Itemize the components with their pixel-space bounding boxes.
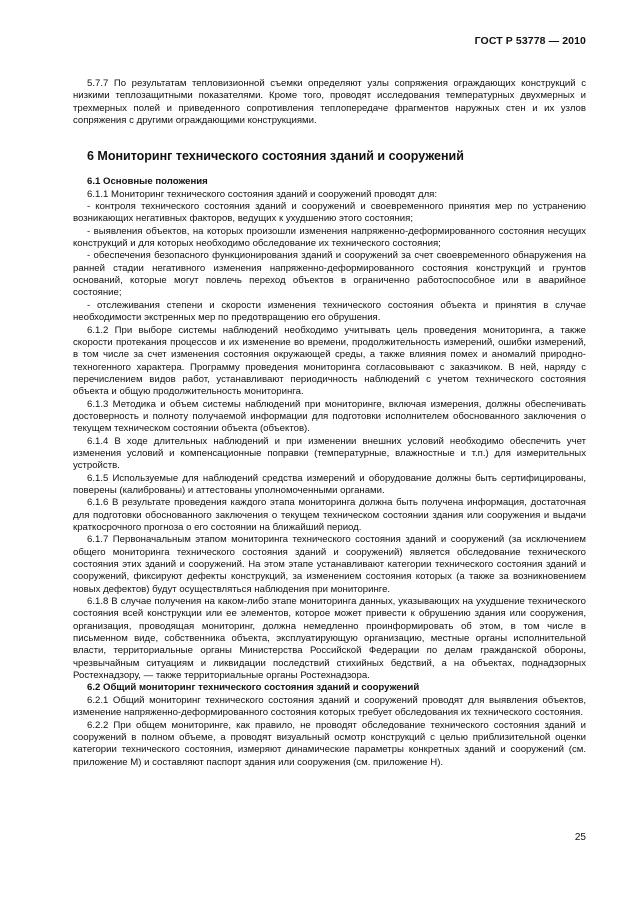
paragraph: 6.1.6 В результате проведения каждого этапа мониторинга должна быть получена информация, достаточная для подготовки обоснованного заключения о текущем техническом состоянии здания или сооружения и выдачи краткосрочного прогноза о его состоянии на ближайший период. (73, 497, 586, 533)
document-header: ГОСТ Р 53778 — 2010 (474, 35, 586, 47)
list-item: - отслеживания степени и скорости изменения технического состояния объекта и принятия в случае необходимости экстренных мер по предотвращению его обрушения. (73, 299, 586, 324)
paragraph: 6.1.5 Используемые для наблюдений средства измерений и оборудование должны быть сертифицированы, поверены (калиброваны) и аттестованы уполномоченными органами. (73, 472, 586, 496)
section-heading: 6 Мониторинг технического состояния зданий и сооружений (87, 149, 464, 164)
list-item: - обеспечения безопасного функционирования зданий и сооружений за счет своевременного обнаружения на ранней стадии негативного изменения напряженно-деформированного состояния конструкций и грунтов оснований, которые могут повлечь переход объектов в ограниченно работоспособное или в аварийное состояние; (73, 250, 586, 299)
paragraph: 6.1.3 Методика и объем системы наблюдений при мониторинге, включая измерения, должны обеспечивать достоверность и полноту получаемой информации для подготовки исполнителем обоснованного заключения о текущем техническом состоянии объекта (объектов). (73, 398, 586, 435)
paragraph: 6.1.7 Первоначальным этапом мониторинга технического состояния зданий и сооружений (за исключением общего мониторинга технического состояния зданий и сооружений) является обследование технического состояния этих зданий и сооружений. На этом этапе устанавливают категории технического состояния зданий и сооружений, фиксируют дефекты конструкций, за изменением состояния которых (а также за возникновением новых дефектов) будут осуществляться наблюдения при мониторинге. (73, 534, 586, 595)
list-item: - выявления объектов, на которых произошли изменения напряженно-деформированного состояния несущих конструкций и для которых необходимо обследование их технического состояния; (73, 225, 586, 250)
page-body (73, 78, 586, 769)
paragraph: 6.2.2 При общем мониторинге, как правило, не проводят обследование технического состояния зданий и сооружений в полном объеме, а проводят визуальный осмотр конструкций с целью приблизительной оценки категории технического состояния, измеряют динамические параметры конкретных зданий и сооружений (см. приложение М) и составляют паспорт здания или сооружения (см. приложение Н). (73, 719, 586, 768)
paragraph: 5.7.7 По результатам тепловизионной съемки определяют узлы сопряжения ограждающих конструкций с низкими теплозащитными показателями. Кроме того, проводят исследования температурных двухмерных и трехмерных полей и приведенного сопротивления теплопередаче фрагментов наружных стен и их узлов сопряжения с другими ограждающими конструкциями. (73, 78, 586, 127)
paragraph: 6.2.1 Общий мониторинг технического состояния зданий и сооружений проводят для выявления объектов, изменение напряженно-деформированного состояния которых требует обследования их технического состояния. (73, 694, 586, 719)
subsection-heading: 6.1 Основные положения (87, 176, 208, 188)
page-number: 25 (574, 832, 586, 843)
paragraph: 6.1.8 В случае получения на каком-либо этапе мониторинга данных, указывающих на ухудшение технического состояния всей конструкции или ее элементов, которое может привести к обрушению здания или сооружения, организация, проводящая мониторинг, должна немедленно проинформировать об этом, в том числе в письменном виде, собственника объекта, эксплуатирующую организацию, местные органы исполнительной власти, территориальные органы Министерства Российской Федерации по делам гражданской обороны, чрезвычайным ситуациям и ликвидации последствий стихийных бедствий, а на объектах, поднадзорных Ростехнадзору, — также территориальные органы Ростехнадзора. (73, 596, 586, 682)
paragraph: 6.1.4 В ходе длительных наблюдений и при изменении внешних условий необходимо обеспечить учет изменения условий и компенсационные поправки (температурные, влажностные и т.п.) для измерительных устройств. (73, 435, 586, 472)
paragraph: 6.1.2 При выборе системы наблюдений необходимо учитывать цель проведения мониторинга, а также скорости протекания процессов и их изменение во времени, продолжительность измерений, ошибки измерений, в том числе за счет изменения состояния окружающей среды, а также влияния помех и аномалий природно-техногенного характера. Программу проведения мониторинга согласовывают с заказчиком. В ней, наряду с перечислением видов работ, устанавливают периодичность наблюдений с учетом технического состояния объекта и общую продолжительность мониторинга. (73, 324, 586, 398)
paragraph: 6.1.1 Мониторинг технического состояния зданий и сооружений проводят для: (87, 188, 438, 200)
list-item: - контроля технического состояния зданий и сооружений и своевременного принятия мер по устранению возникающих негативных факторов, ведущих к ухудшению этого состояния; (73, 201, 586, 225)
subsection-heading: 6.2 Общий мониторинг технического состояния зданий и сооружений (87, 682, 420, 694)
